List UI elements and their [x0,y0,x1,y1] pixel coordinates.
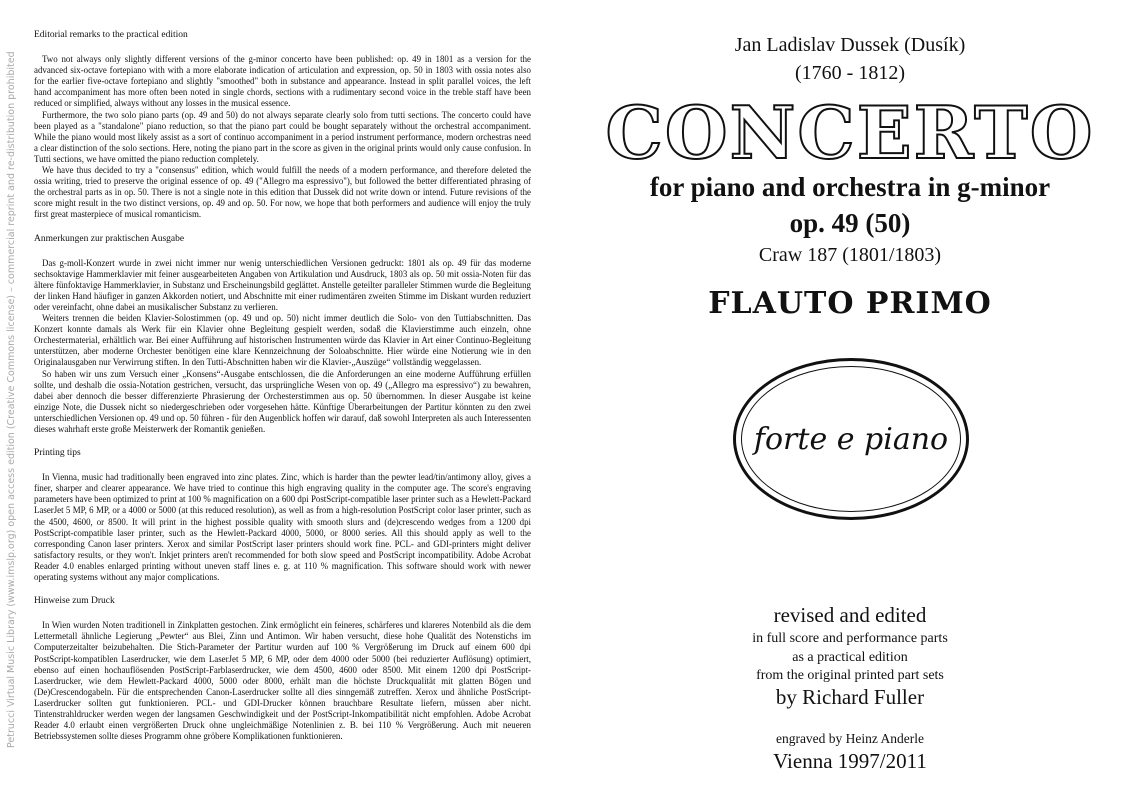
title-page-column [600,0,1100,800]
edition-line: from the original printed part sets [756,668,944,683]
section-heading: Editorial remarks to the practical edition [34,30,188,40]
paragraph: Two not always only slightly different versions of the g-minor concerto have been published: op. 49 in 1801 as a version for the advanced six-octave fortepiano with with a more elaborate indication of articulation and expression, op. 50 in 1803 with ossia notes also for the earlier five-octave fortepiano and slightly "smoothed" both in substance and appearance. Instead in split parallel voices, the left hand accompaniment has more often been noted in single chords, sections with a rudimentary second voice in the treble staff have been reduced or simplified, always without any losses in the musical essence. [34,54,531,109]
section-heading: Hinweise zum Druck [34,596,115,607]
section-heading: Anmerkungen zur praktischen Ausgabe [34,233,185,244]
edition-line: as a practical edition [792,650,908,665]
section-heading: Printing tips [34,448,81,459]
license-sidebar-note: Petrucci Virtual Music Library (www.imslp.org) open access edition (Creative Commons license) – commercial reprint and re-distribution prohibited [6,51,17,749]
editorial-notes-column [34,30,531,780]
paragraph: Furthermore, the two solo piano parts (op. 49 and 50) do not always separate clearly solo from tutti sections. The concerto could have been played as a "standalone" piano reduction, so that the piano part could be bought separately without the orchestral accompaniment. While the piano would most likely assist as a sort of continuo accompaniment in a period instrument performance, modern orchestras need a clear distinction of the solo sections. Here, noting the piano part in the score as given in the original prints would only cause confusion. In Tutti sections, we have omitted the piano reduction completely. [34,109,531,164]
paragraph: We have thus decided to try a "consensus" edition, which would fulfill the needs of a modern performance, and therefore deleted the ossia writing, tried to preserve the original essence of op. 49 ("Allegro ma espressivo"), but followed the better differentiated phrasing of the orchestral parts as in op. 50. There is not a single note in this edition that Dussek did not write down or intend. Future revisions of the score might result in the two distinct versions, op. 49 and op. 50. For now, we hope that both performers and audience will enjoy the truly first great masterpiece of musical romanticism. [34,165,531,220]
engraver-credit: engraved by Heinz Anderle [775,731,925,746]
paragraph: In Vienna, music had traditionally been engraved into zinc plates. Zinc, which is harder than the pewter lead/tin/antimony alloy, gives a finer, sharper and clearer appearance. We have tried to continue this high engraving quality in the computer age. The score's engraving parameters have been optimized to print at 100 % magnification on a 600 dpi PostScript-compatible laser printer such as a Hewlett-Packard LaserJet 5 MP, 6 MP, or a 4000 or 5000 (at this reduced resolution), as well as from a high-resolution PostScript color laser printer, such as the 4500, 4600, or 8500. It will print in the highest possible quality with smooth slurs and (de)crescendo wedges from a 1200 dpi PostScript-compatible laser printer, such as the Hewlett-Packard 4000, 5000, or 8000 series. All this should apply as well to the corresponding Canon laser printers. Xerox and similar PostScript laser printers should work fine. PCL- and GDI-printers might deliver satisfactory results, or they won't. Inkjet printers aren't recommended for both slow speed and PostScript incompatibility. Adobe Acrobat Reader 4.0 enables enlarged printing without uneven staff lines e. g. at 110 % magnification. This software should work with newer operating systems without any major complications. [34,472,531,583]
part-name: FLAUTO PRIMO [708,286,992,321]
section-editorial-remarks [34,30,531,221]
work-subtitle: for piano and orchestra in g-minor [649,172,1051,202]
revised-edited-line: revised and edited [773,603,927,627]
paragraph: In Wien wurden Noten traditionell in Zinkplatten gestochen. Zink ermöglicht ein feineres, schärferes und klareres Notenbild als die dem Lettermetall ähnliche Legierung „Pewter“ aus Blei, Zinn und Antimon. Wir haben versucht, diese hohe Qualität des Notenstichs im Computerzeitalter beizubehalten. Die Stich-Parameter der Partitur wurden auf 100 % Vergrößerung im Druck auf einem 600 dpi PostScript-kompatiblen Laserdrucker, wie dem LaserJet 5 MP, 6 MP, oder dem 4000 oder 5000 (bei reduzierter Auflösung) optimiert, ebenso auf einen hochauflösenden PostScript-Farblaserdrucker, wie dem 4500, 4600 oder 8500. Mit einem 1200 dpi PostScript-Laserdrucker, wie dem Hewlett-Packard 4000, 5000 oder 8000, erhält man die höchste Druckqualität mit glatten Bögen und (De)Crescendogabeln. Für die entsprechenden Canon-Laserdrucker sollte all dies sinngemäß zutreffen. Xerox und ähnliche PostScript-Laserdrucker sollten gut funktionieren. PCL- und GDI-Drucker können brauchbare Resultate liefern, müssen aber nicht. Tintenstrahldrucker werden wegen der langsamen Geschwindigkeit und der PostScript-Inkompatibilität nicht empfohlen. Adobe Acrobat Reader 4.0 erlaubt einen vergrößerten Druck ohne ungleichmäßige Notenlinien z. B. bei 110 % Vergrößerung. Auch mit neueren Betriebssystemen sollte dieses Programm ohne gröbere Komplikationen funktionieren. [34,620,531,742]
publisher-logo [733,358,969,520]
place-and-year: Vienna 1997/2011 [773,749,927,773]
editor-name: by Richard Fuller [775,685,925,709]
opus-number: op. 49 (50) [789,208,911,238]
paragraph: So haben wir uns zum Versuch einer „Konsens“-Ausgabe entschlossen, die die Anforderungen an eine moderne Aufführung erfüllen sollte, und deshalb die ossia-Notation gestrichen, versucht, das ursprüngliche Wesen von op. 49 („Allegro ma espressivo“) zu bewahren, dabei aber dennoch die besser differenzierte Phrasierung der Orchesterstimmen aus op. 50 übernommen. In dieser Ausgabe ist keine einzige Note, die Dussek nicht so niedergeschrieben oder vorgesehen hätte. Künftige Überarbeitungen der Partitur könnten zu den zwei unterschiedlichen Versionen op. 49 und op. 50 führen - für den Augenblick hoffen wir darauf, daß sowohl Interpreten als auch Interessenten dieses wahrhaft erste große Meisterwerk der Romantik genießen. [34,368,531,434]
edition-line: in full score and performance parts [752,631,948,646]
logo-text: forte e piano [753,421,949,457]
section-hinweise-druck [34,596,531,742]
composer-dates: (1760 - 1812) [795,62,905,84]
section-printing-tips [34,448,531,583]
paragraph: Das g-moll-Konzert wurde in zwei nicht immer nur wenig unterschiedlichen Versionen gedruckt: 1801 als op. 49 für das moderne sechsoktavige Hammerklavier mit feiner ausgearbeiteten Angaben von Artikulation und Ausdruck, 1803 als op. 50 mit ossia-Noten für das ältere fünfoktavige Hammerklavier, in Substanz und Erscheinungsbild geglättet. Anstelle geteilter paralleler Stimmen wurde die Begleitung der linken Hand häufiger in ganzen Akkorden notiert, und Abschnitte mit einer rudimentären zweiten Stimme im Diskant wurden reduziert oder vereinfacht, ohne dabei an musikalischer Substanz zu verlieren. [34,257,531,312]
section-anmerkungen [34,234,531,436]
paragraph: Weiters trennen die beiden Klavier-Solostimmen (op. 49 und op. 50) nicht immer deutlich die Solo- von den Tuttiabschnitten. Das Konzert konnte damals als Werk für ein Klavier ohne Begleitung gespielt werden, sodaß die Klavierstimme auch einzeln, ohne Orchestermaterial, erhältlich war. Bei einer Aufführung auf historischen Instrumenten würde das Klavier in Art einer Continuo-Begleitung unterstützen, aber moderne Orchester benötigen eine klare Kennzeichnung der Soloabschnitte. Hier würde eine Notierung wie in den Originalausgaben nur Verwirrung stiften. In den Tutti-Abschnitten haben wir die Klavier-„Auszüge“ vollständig weggelassen. [34,313,531,368]
catalogue-number: Craw 187 (1801/1803) [758,244,942,266]
work-title: CONCERTO [605,90,1095,175]
composer-name: Jan Ladislav Dussek (Dusík) [734,34,966,56]
